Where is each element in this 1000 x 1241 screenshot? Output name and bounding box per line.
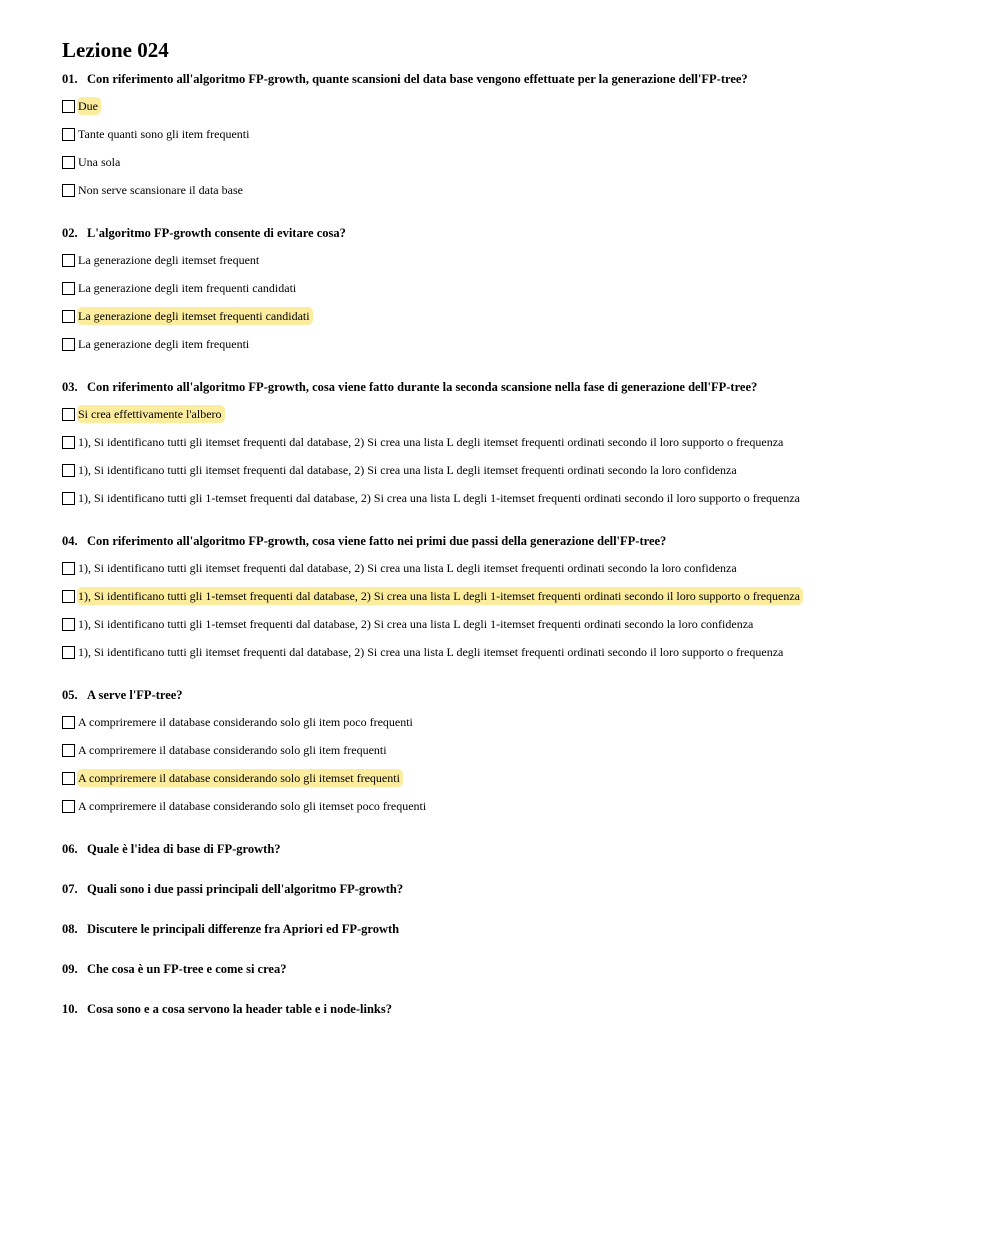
answer-text: 1), Si identificano tutti gli 1-temset frequenti dal database, 2) Si crea una lista L degli 1-itemset frequenti ordinati secondo il loro supporto o frequenza (77, 587, 803, 605)
answer-option-correct[interactable] (62, 405, 962, 423)
open-question (62, 1001, 962, 1017)
answer-text: 1), Si identificano tutti gli 1-temset frequenti dal database, 2) Si crea una lista L degli 1-itemset frequenti ordinati secondo il loro supporto o frequenza (78, 491, 801, 505)
answer-option-correct[interactable] (62, 307, 962, 325)
answer-checkbox[interactable] (62, 254, 75, 267)
question-number: 10. (62, 1002, 78, 1016)
answer-checkbox[interactable] (62, 128, 75, 141)
answer-text: A compriremere il database considerando solo gli itemset poco frequenti (78, 799, 427, 813)
question-label: Discutere le principali differenze fra Apriori ed FP-growth (87, 922, 400, 936)
answer-text: A compriremere il database considerando solo gli item poco frequenti (78, 715, 413, 729)
answer-text: 1), Si identificano tutti gli itemset frequenti dal database, 2) Si crea una lista L degli itemset frequenti ordinati secondo il loro supporto o frequenza (78, 435, 784, 449)
answer-option[interactable] (62, 279, 962, 297)
answer-text: Due (77, 97, 101, 115)
answer-checkbox[interactable] (62, 562, 75, 575)
open-question (62, 921, 962, 937)
question-number: 01. (62, 72, 78, 86)
open-question (62, 961, 962, 977)
question-number: 03. (62, 380, 78, 394)
answer-checkbox[interactable] (62, 590, 75, 603)
question-label: Quali sono i due passi principali dell'algoritmo FP-growth? (87, 882, 404, 896)
quiz-page (62, 36, 962, 1041)
answer-option[interactable] (62, 615, 962, 633)
answer-text: Una sola (78, 155, 121, 169)
answer-text: La generazione degli item frequenti (78, 337, 250, 351)
answer-checkbox[interactable] (62, 100, 75, 113)
answer-option[interactable] (62, 461, 962, 479)
question-text (62, 225, 962, 241)
answer-option[interactable] (62, 797, 962, 815)
answer-text: Tante quanti sono gli item frequenti (78, 127, 250, 141)
answer-text: A compriremere il database considerando solo gli itemset frequenti (77, 769, 403, 787)
open-question (62, 841, 962, 857)
answer-checkbox[interactable] (62, 338, 75, 351)
answer-text: Si crea effettivamente l'albero (77, 405, 225, 423)
question-block (62, 533, 962, 661)
question-block (62, 379, 962, 507)
answer-checkbox[interactable] (62, 156, 75, 169)
answer-checkbox[interactable] (62, 618, 75, 631)
answer-text: 1), Si identificano tutti gli itemset frequenti dal database, 2) Si crea una lista L degli itemset frequenti ordinati secondo il loro supporto o frequenza (78, 645, 784, 659)
question-number: 09. (62, 962, 78, 976)
answer-option[interactable] (62, 559, 962, 577)
question-label: Che cosa è un FP-tree e come si crea? (87, 962, 287, 976)
question-text (62, 533, 962, 549)
question-label: Con riferimento all'algoritmo FP-growth, quante scansioni del data base vengono effettuate per la generazione dell'FP-tree? (87, 72, 748, 86)
answer-checkbox[interactable] (62, 464, 75, 477)
answer-text: 1), Si identificano tutti gli itemset frequenti dal database, 2) Si crea una lista L degli itemset frequenti ordinati secondo la loro confidenza (78, 561, 737, 575)
answer-option[interactable] (62, 153, 962, 171)
answer-option[interactable] (62, 489, 962, 507)
answer-text: Non serve scansionare il data base (78, 183, 243, 197)
question-number: 07. (62, 882, 78, 896)
question-number: 08. (62, 922, 78, 936)
answer-text: 1), Si identificano tutti gli itemset frequenti dal database, 2) Si crea una lista L degli itemset frequenti ordinati secondo la loro confidenza (78, 463, 737, 477)
question-number: 05. (62, 688, 78, 702)
open-questions-section (62, 841, 962, 1017)
answer-checkbox[interactable] (62, 492, 75, 505)
answer-option-correct[interactable] (62, 97, 962, 115)
question-text (62, 379, 962, 395)
answer-checkbox[interactable] (62, 716, 75, 729)
question-text (62, 71, 962, 87)
answer-checkbox[interactable] (62, 772, 75, 785)
question-label: Con riferimento all'algoritmo FP-growth, cosa viene fatto nei primi due passi della generazione dell'FP-tree? (87, 534, 667, 548)
answer-checkbox[interactable] (62, 310, 75, 323)
answer-checkbox[interactable] (62, 184, 75, 197)
open-question (62, 881, 962, 897)
lesson-title: Lezione 024 (62, 38, 169, 62)
question-block (62, 687, 962, 815)
answer-option[interactable] (62, 125, 962, 143)
question-label: A serve l'FP-tree? (87, 688, 183, 702)
question-block (62, 225, 962, 353)
question-text (62, 687, 962, 703)
question-number: 06. (62, 842, 78, 856)
question-number: 02. (62, 226, 78, 240)
multiple-choice-section (62, 71, 962, 815)
answer-checkbox[interactable] (62, 646, 75, 659)
question-block (62, 71, 962, 199)
answer-checkbox[interactable] (62, 282, 75, 295)
answer-text: 1), Si identificano tutti gli 1-temset frequenti dal database, 2) Si crea una lista L degli 1-itemset frequenti ordinati secondo la loro confidenza (78, 617, 754, 631)
question-label: L'algoritmo FP-growth consente di evitare cosa? (87, 226, 346, 240)
answer-option-correct[interactable] (62, 587, 962, 605)
answer-text: La generazione degli itemset frequenti candidati (77, 307, 313, 325)
answer-option[interactable] (62, 181, 962, 199)
answer-option-correct[interactable] (62, 769, 962, 787)
answer-option[interactable] (62, 741, 962, 759)
question-label: Quale è l'idea di base di FP-growth? (87, 842, 281, 856)
question-label: Cosa sono e a cosa servono la header table e i node-links? (87, 1002, 392, 1016)
answer-option[interactable] (62, 335, 962, 353)
question-label: Con riferimento all'algoritmo FP-growth, cosa viene fatto durante la seconda scansione nella fase di generazione dell'FP-tree? (87, 380, 758, 394)
answer-checkbox[interactable] (62, 800, 75, 813)
answer-text: La generazione degli item frequenti candidati (78, 281, 297, 295)
answer-option[interactable] (62, 713, 962, 731)
answer-text: A compriremere il database considerando solo gli item frequenti (78, 743, 387, 757)
answer-checkbox[interactable] (62, 436, 75, 449)
answer-text: La generazione degli itemset frequent (78, 253, 260, 267)
answer-option[interactable] (62, 433, 962, 451)
answer-checkbox[interactable] (62, 744, 75, 757)
question-number: 04. (62, 534, 78, 548)
answer-checkbox[interactable] (62, 408, 75, 421)
answer-option[interactable] (62, 643, 962, 661)
answer-option[interactable] (62, 251, 962, 269)
